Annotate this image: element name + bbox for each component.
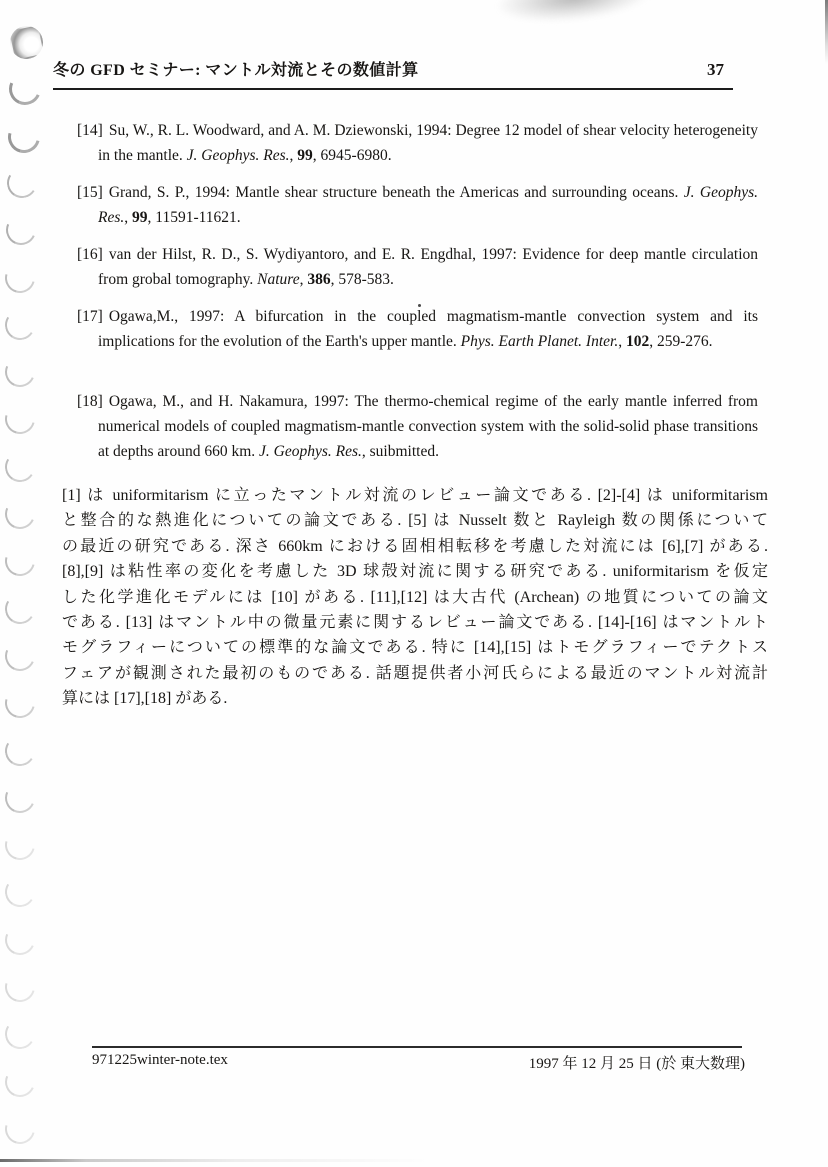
binding-hole-mark — [1, 920, 40, 959]
paragraph-line: モグラフィーについての標準的な論文である. 特に [14],[15] はトモグラフィーでテクトス — [62, 639, 768, 657]
paragraph-line: である. [13] はマントル中の微量元素に関するレビュー論文である. [14]-[16] はマントルト — [62, 614, 768, 632]
journal-name: J. Geophys. Res. — [98, 184, 758, 226]
volume-number: 386 — [307, 271, 331, 288]
binding-hole-mark — [1, 1062, 40, 1101]
binding-hole-mark — [0, 683, 40, 724]
footer-filename: 971225winter-note.tex — [92, 1052, 228, 1068]
reference-separator: , — [299, 271, 308, 288]
footer-rule — [92, 1046, 742, 1048]
binding-hole-mark — [0, 1108, 40, 1149]
reference-separator: , — [618, 333, 626, 350]
reference-text: van der Hilst, R. D., S. Wydiyantoro, and E. R. Engdhal, 1997: Evidence for deep mantle circulation from grobal tomography. — [98, 246, 758, 288]
page-footer — [92, 1052, 745, 1073]
paragraph-line: の最近の研究である. 深さ 660km における固相相転移を考慮した対流には [6],[7] がある. — [62, 537, 768, 555]
paragraph-line: [8],[9] は粘性率の変化を考慮した 3D 球殻対流に関する研究である. uniformitarism を仮定 — [62, 563, 768, 581]
reference-item-14 — [77, 118, 758, 168]
journal-name: J. Geophys. Res. — [186, 147, 290, 164]
volume-number: 99 — [132, 209, 148, 226]
binding-hole-mark — [2, 875, 38, 911]
reference-text: Grand, S. P., 1994: Mantle shear structure beneath the Americas and surrounding oceans. — [108, 184, 684, 201]
page-header — [53, 57, 733, 90]
reference-pages: , 11591-11621. — [147, 209, 241, 226]
reference-text: Su, W., R. L. Woodward, and A. M. Dziewonski, 1994: Degree 12 model of shear velocity heterogeneity in the mantle. — [98, 122, 758, 164]
reference-item-17 — [77, 304, 758, 354]
binding-hole-mark — [0, 257, 40, 298]
reference-pages: , 578-583. — [330, 271, 394, 288]
scan-bottom-line — [0, 1159, 430, 1162]
reference-text: Ogawa,M., 1997: A bifurcation in the coupled magmatism-mantle convection system and its implications for the evolution of the Earth's upper mantle. — [98, 308, 758, 350]
binding-hole-mark — [1, 778, 40, 817]
binding-hole-mark — [2, 211, 41, 250]
reference-label: [18] — [77, 393, 103, 410]
binding-hole-mark — [7, 23, 46, 62]
paragraph-line: と整合的な熱進化についての論文である. [5] は Nusselt 数と Rayleigh 数の関係について — [62, 512, 768, 530]
journal-name: Phys. Earth Planet. Inter. — [460, 333, 619, 350]
reference-item-18 — [77, 389, 758, 464]
reference-status: suibmitted. — [369, 443, 439, 460]
paragraph-line: 算には [17],[18] がある. — [62, 690, 228, 708]
binding-hole-mark — [2, 115, 46, 159]
reference-separator: , — [361, 443, 370, 460]
reference-pages: , 6945-6980. — [312, 147, 392, 164]
binding-hole-mark — [0, 967, 40, 1008]
journal-name: Nature — [257, 271, 300, 288]
reference-item-15 — [77, 180, 758, 230]
binding-hole-mark — [2, 591, 38, 627]
reference-pages: , 259-276. — [649, 333, 713, 350]
page-number: 37 — [707, 60, 724, 79]
binding-hole-mark — [2, 733, 38, 769]
reference-label: [14] — [77, 122, 103, 139]
paragraph-line: した化学進化モデルには [10] がある. [11],[12] は大古代 (Archean) の地質についての論文 — [62, 588, 768, 606]
reference-separator: , — [289, 147, 298, 164]
binding-hole-mark — [1, 637, 40, 676]
binding-hole-mark — [4, 165, 40, 201]
footer-date: 1997 年 12 月 25 日 (於 東大数理) — [528, 1056, 745, 1072]
binding-hole-mark — [1, 353, 40, 392]
paragraph-line: [1] は uniformitarism に立ったマントル対流のレビュー論文である. [2]-[4] は uniformitarism — [62, 487, 768, 504]
reference-label: [17] — [77, 308, 103, 325]
running-head-title: 冬の GFD セミナー: マントル対流とその数値計算 — [53, 62, 419, 79]
volume-number: 99 — [297, 147, 313, 164]
binding-marks — [0, 0, 60, 1167]
commentary-paragraph — [62, 483, 768, 712]
binding-hole-mark — [1, 495, 40, 534]
reference-separator: , — [124, 209, 133, 226]
binding-hole-mark — [0, 399, 40, 440]
binding-hole-mark — [4, 69, 45, 110]
journal-name: J. Geophys. Res. — [259, 443, 362, 460]
binding-hole-mark — [2, 449, 38, 485]
scan-smudge — [495, 0, 653, 28]
binding-hole-mark — [2, 307, 38, 343]
volume-number: 102 — [625, 333, 650, 350]
reference-item-16 — [77, 242, 758, 292]
paragraph-line: フェアが観測された最初のものである. 話題提供者小河氏らによる最近のマントル対流計 — [62, 664, 768, 682]
binding-hole-mark — [0, 541, 40, 582]
reference-label: [16] — [77, 246, 103, 263]
binding-hole-mark — [2, 1017, 38, 1053]
reference-label: [15] — [77, 184, 103, 201]
reference-text: Ogawa, M., and H. Nakamura, 1997: The thermo-chemical regime of the early mantle inferred from numerical models of coupled magmatism-mantle convection system with the solid-solid phase transitions at depths around 660 km. — [98, 393, 758, 460]
binding-hole-mark — [0, 825, 40, 866]
